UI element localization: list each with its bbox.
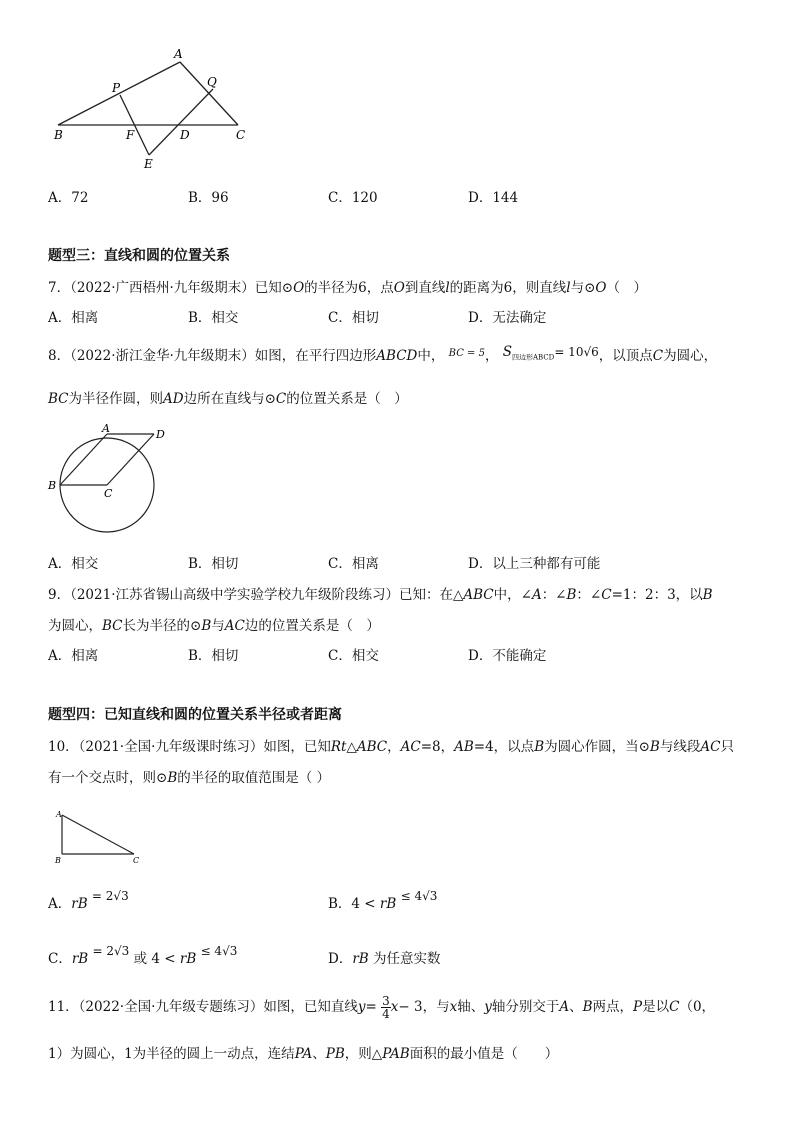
q11-a: A	[559, 999, 570, 1015]
q8-circle-c: C	[275, 391, 287, 407]
label-B: B	[48, 479, 57, 492]
q11-text-8: （0，	[679, 999, 716, 1015]
q8-text-1: 8．（2022·浙江金华·九年级期末）如图，在平行四边形	[48, 348, 377, 364]
q9-text-8: 与	[211, 618, 225, 634]
q10-opt-c-prefix: C．	[48, 951, 72, 967]
triangle-figure-q6	[40, 40, 270, 175]
q11-den: 4	[382, 1007, 390, 1021]
q11-pa: PA	[294, 1046, 313, 1062]
section-title-3: 题型三：直线和圆的位置关系	[48, 248, 230, 264]
q8-s-val: = 10√6	[554, 345, 599, 359]
q7-o1: O	[293, 280, 305, 296]
q8-option-c[interactable]: C．相离	[328, 556, 379, 572]
q10-b: B	[534, 739, 545, 755]
q8-text-4: 为圆心，	[663, 348, 718, 364]
question-10-line-1	[48, 735, 734, 755]
q9-option-b[interactable]: B．相切	[188, 648, 239, 664]
q9-option-c[interactable]: C．相交	[328, 648, 379, 664]
question-8-line-1: 8．（2022·浙江金华·九年级期末）如图，在平行四边形ABCD中， $^{BC = 5}$， $S_{四边形ABCD}= 10√6$，以顶点C为圆心，	[48, 344, 718, 364]
label-C: C	[236, 128, 246, 142]
q10-opt-d-r: rB	[352, 951, 369, 967]
q11-text-5: 、	[569, 999, 583, 1015]
question-9-line-2	[48, 614, 380, 634]
label-A: A	[56, 810, 62, 819]
q8-s-sub: 四边形ABCD	[512, 353, 555, 362]
q9-bc: BC	[102, 618, 123, 634]
label-B: B	[55, 856, 61, 865]
q9-c: C	[601, 587, 612, 603]
q9-text-5: =1：2：3，以	[611, 587, 703, 603]
q10-opt-c-val2: ≤ 4√3	[200, 944, 238, 958]
q9-ac: AC	[224, 618, 245, 634]
label-Q: Q	[207, 75, 217, 89]
q6-option-c[interactable]: C．120	[328, 190, 378, 206]
q8-option-b[interactable]: B．相切	[188, 556, 239, 572]
q10-abc: ABC	[356, 739, 388, 755]
q11-pab: PAB	[382, 1046, 410, 1062]
question-8-line-2	[48, 387, 408, 407]
q8-bc-eq: BC = 5	[448, 348, 485, 359]
right-triangle-figure-q10	[50, 806, 150, 866]
q7-text-3: 到直线	[404, 280, 446, 296]
q7-option-b[interactable]: B．相交	[188, 310, 239, 326]
q7-text-2: 的半径为6，点	[304, 280, 394, 296]
q7-text-4: 的距离为6，则直线	[449, 280, 567, 296]
question-11-line-2	[48, 1042, 558, 1062]
q11-fraction	[381, 995, 391, 1020]
q8-abcd: ABCD	[376, 348, 418, 364]
question-9-line-1	[48, 583, 713, 603]
label-B: B	[54, 128, 63, 142]
q8-option-a[interactable]: A．相交	[48, 556, 99, 572]
q7-o2: O	[393, 280, 405, 296]
q6-option-a[interactable]: A．72	[48, 190, 89, 206]
label-C: C	[133, 856, 140, 865]
q11-num: 3	[382, 994, 390, 1008]
q10-opt-c-mid: 或 4 <	[133, 951, 176, 967]
q9-b2: B	[702, 587, 713, 603]
q11-x2: x	[449, 999, 458, 1015]
q10-opt-a-val: = 2√3	[91, 889, 129, 903]
label-A: A	[102, 422, 110, 435]
label-D: D	[180, 128, 190, 142]
q11-text-1: 11．（2022·全国·九年级专题练习）如图，已知直线	[48, 999, 358, 1015]
q10-opt-a-r: rB	[71, 896, 88, 912]
q7-text-6: （ ）	[606, 280, 647, 296]
q10-text-1: 10．（2021·全国·九年级课时练习）如图，已知	[48, 739, 331, 755]
q10-b2: B	[649, 739, 660, 755]
label-D: D	[156, 428, 165, 441]
q8-area-expression	[503, 344, 599, 360]
q11-text-12: 面积的最小值是（ ）	[409, 1046, 559, 1062]
q7-l2: l	[566, 280, 571, 296]
q10-text-5: =4，以点	[473, 739, 535, 755]
q9-text-6: 为圆心，	[48, 618, 102, 634]
q10-text-6: 为圆心作圆，当⊙	[544, 739, 650, 755]
section-title-4: 题型四：已知直线和圆的位置关系半径或者距离	[48, 707, 342, 723]
q10-ac: AC	[400, 739, 421, 755]
q11-b: B	[582, 999, 593, 1015]
q11-text-6: 两点，	[592, 999, 634, 1015]
q9-text-9: 边的位置关系是（ ）	[244, 618, 380, 634]
q10-text-3: ，	[387, 739, 401, 755]
q10-opt-c-r: rB	[71, 951, 89, 967]
q10-text-7: 与线段	[659, 739, 701, 755]
q10-option-c[interactable]	[48, 944, 238, 967]
q10-text-8: 只	[720, 739, 734, 755]
q10-text-9: 有一个交点时，则⊙	[48, 770, 168, 786]
circle-parallelogram-figure-q8	[44, 418, 174, 548]
q9-text-3: ：∠	[541, 587, 567, 603]
q11-text-10: 、	[312, 1046, 326, 1062]
q6-option-b[interactable]: B．96	[188, 190, 229, 206]
q10-rt: Rt	[330, 739, 347, 755]
label-E: E	[144, 157, 153, 171]
q10-opt-b-prefix: B．4 <	[328, 896, 376, 912]
question-11-line-1	[48, 995, 715, 1020]
q11-text-3: 轴、	[457, 999, 485, 1015]
q8-text-6: 边所在直线与⊙	[183, 391, 276, 407]
q8-s: S	[502, 344, 512, 360]
q11-y2: y	[484, 999, 492, 1015]
q9-b: B	[566, 587, 577, 603]
q10-ac2: AC	[700, 739, 721, 755]
q8-option-d[interactable]: D．以上三种都有可能	[468, 556, 601, 572]
label-F: F	[126, 128, 135, 142]
q9-a: A	[531, 587, 542, 603]
q8-ad: AD	[163, 391, 184, 407]
q11-text-9: 1）为圆心，1为半径的圆上一动点，连结	[48, 1046, 295, 1062]
question-10-line-2	[48, 766, 330, 786]
q11-text-7: 是以	[642, 999, 670, 1015]
q10-opt-c-r2: rB	[179, 951, 197, 967]
q7-text-5: 与⊙	[570, 280, 596, 296]
q6-option-d[interactable]: D．144	[468, 190, 519, 206]
q8-text-5: 为半径作圆，则	[68, 391, 164, 407]
q10-opt-b-r: rB	[379, 896, 397, 912]
q10-opt-d-text: 为任意实数	[373, 951, 441, 967]
q11-text-2: ，与	[422, 999, 450, 1015]
q10-option-a[interactable]	[48, 889, 129, 912]
q8-text-3: ，以顶点	[598, 348, 653, 364]
q11-x: x	[390, 999, 399, 1015]
q10-ab: AB	[454, 739, 474, 755]
q7-option-a[interactable]: A．相离	[48, 310, 99, 326]
q10-text-10: 的半径的取值范围是（ ）	[177, 770, 331, 786]
question-7	[48, 276, 647, 296]
q9-text-7: 长为半径的⊙	[122, 618, 202, 634]
q7-l1: l	[445, 280, 450, 296]
label-A: A	[174, 47, 183, 61]
q9-circle-b: B	[201, 618, 212, 634]
q7-o3: O	[595, 280, 607, 296]
q11-y: y	[357, 999, 366, 1015]
q7-option-d[interactable]: D．无法确定	[468, 310, 547, 326]
q9-abc: ABC	[463, 587, 494, 603]
q9-option-a[interactable]: A．相离	[48, 648, 99, 664]
q10-text-2: △	[346, 739, 357, 755]
q11-pb: PB	[325, 1046, 345, 1062]
q11-c: C	[669, 999, 680, 1015]
q11-P: P	[633, 999, 643, 1015]
label-P: P	[112, 81, 121, 95]
q10-text-4: =8，	[420, 739, 455, 755]
label-C: C	[104, 487, 113, 500]
q8-bc: BC	[48, 391, 69, 407]
q7-text-1: 7．（2022·广西梧州·九年级期末）已知⊙	[48, 280, 294, 296]
q9-text-4: ：∠	[576, 587, 602, 603]
q9-text-2: 中，∠	[493, 587, 532, 603]
q11-text-11: ，则△	[344, 1046, 383, 1062]
q10-opt-b-val: ≤ 4√3	[400, 889, 438, 903]
q8-c: C	[652, 348, 664, 364]
q9-option-d[interactable]: D．不能确定	[468, 648, 547, 664]
q10-opt-d-prefix: D．	[328, 951, 353, 967]
q10-option-d[interactable]	[328, 947, 441, 967]
q9-text-1: 9．（2021·江苏省锡山高级中学实验学校九年级阶段练习）已知：在△	[48, 587, 464, 603]
q8-text-7: 的位置关系是（ ）	[286, 391, 408, 407]
q10-opt-c-val: = 2√3	[92, 944, 130, 958]
q10-opt-a-prefix: A．	[48, 896, 72, 912]
q11-text-4: 轴分别交于	[491, 999, 560, 1015]
q7-option-c[interactable]: C．相切	[328, 310, 379, 326]
q10-option-b[interactable]	[328, 889, 438, 912]
q11-eq: =	[365, 999, 377, 1015]
q8-text-2: 中，	[417, 348, 445, 364]
q10-b3: B	[167, 770, 178, 786]
q11-tail: − 3	[398, 999, 423, 1015]
